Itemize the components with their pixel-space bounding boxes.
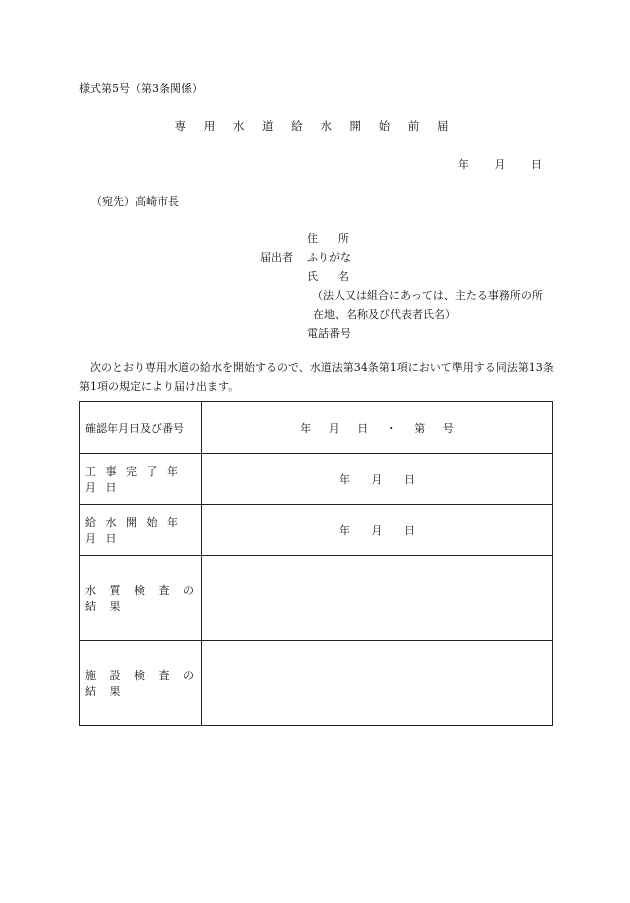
table-row	[80, 556, 553, 641]
water-quality-result-field[interactable]	[202, 556, 553, 641]
form-number: 様式第5号（第3条関係）	[79, 82, 203, 95]
table-row	[80, 454, 553, 505]
filer-furigana-label: ふりがな	[307, 251, 351, 264]
supply-start-date-value: 年 月 日	[339, 524, 415, 537]
row-label-confirmation: 確認年月日及び番号	[80, 402, 202, 454]
confirmation-date-number-value: 年 月 日 ・ 第 号	[300, 421, 454, 435]
notification-table	[79, 401, 553, 726]
supply-start-date-field[interactable]	[202, 505, 553, 556]
filer-address-label: 住所	[307, 232, 369, 245]
facility-inspection-result-field[interactable]	[202, 641, 553, 726]
filer-label: 届出者	[260, 251, 293, 264]
row-label-construction-completion: 工 事 完 了 年 月 日	[80, 454, 202, 505]
filer-corporate-note: （法人又は組合にあっては、主たる事務所の所	[312, 289, 543, 302]
form-title: 専 用 水 道 給 水 開 始 前 届	[174, 119, 456, 133]
filer-phone-label: 電話番号	[307, 327, 351, 340]
row-label-water-quality-result: 水 質 検 査 の 結 果	[80, 556, 202, 641]
addressee: （宛先）高崎市長	[91, 195, 179, 208]
row-label-supply-start: 給 水 開 始 年 月 日	[80, 505, 202, 556]
table-row	[80, 402, 553, 454]
filer-name-label: 氏名	[307, 270, 369, 283]
confirmation-date-number-field[interactable]	[202, 402, 553, 454]
submission-date: 年 月 日	[458, 158, 542, 171]
filer-corporate-note-cont: 在地、名称及び代表者氏名）	[313, 308, 456, 321]
construction-completion-date-value: 年 月 日	[339, 473, 415, 486]
table-row	[80, 641, 553, 726]
table-row	[80, 505, 553, 556]
row-label-facility-inspection-result: 施 設 検 査 の 結 果	[80, 641, 202, 726]
construction-completion-date-field[interactable]	[202, 454, 553, 505]
notice-body: 次のとおり専用水道の給水を開始するので、水道法第34条第1項において準用する同法第13条第1項の規定により届け出ます。	[79, 361, 554, 393]
